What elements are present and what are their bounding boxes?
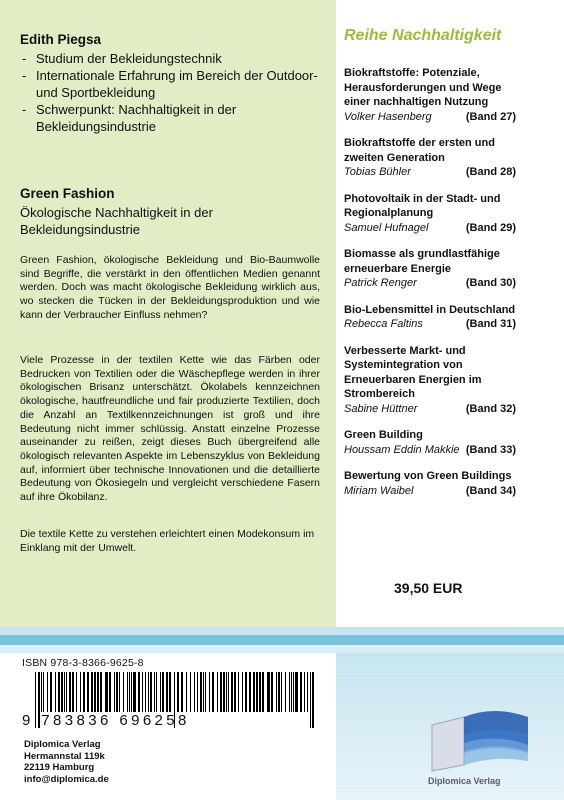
barcode-bar	[190, 672, 191, 712]
barcode-bar	[100, 672, 102, 712]
series-item-band: (Band 34)	[465, 484, 516, 497]
series-item-band: (Band 28)	[465, 166, 516, 178]
publisher-address	[24, 739, 109, 785]
publisher-line: info@diplomica.de	[24, 773, 109, 785]
series-item-author: Samuel Hufnagel	[344, 221, 429, 234]
publisher-line: Hermannstal 119k	[24, 750, 105, 762]
series-item	[344, 136, 516, 180]
series-item-title: Verbesserte Markt- und Systemintegration von Erneuerbaren Energien im Strombereich	[344, 344, 482, 400]
barcode-bar	[80, 672, 81, 712]
barcode-bar	[150, 672, 152, 712]
barcode-bar	[307, 672, 308, 712]
divider-band-blue	[0, 635, 564, 645]
series-item-author: Patrick Renger	[344, 277, 417, 289]
barcode-bar	[256, 672, 258, 712]
barcode-bar	[41, 672, 42, 712]
description-paragraph: Die textile Kette zu verstehen erleichtert einen Modekonsum im Einklang mit der Umwelt.	[20, 528, 315, 554]
barcode-bar	[43, 672, 44, 712]
series-list	[344, 66, 516, 510]
barcode-bar	[133, 672, 136, 712]
series-item-author: Volker Hasenberg	[344, 110, 432, 123]
barcode-bar	[186, 672, 187, 712]
barcode-bar	[50, 672, 52, 712]
barcode-bar	[209, 672, 210, 712]
series-item-band: (Band 32)	[465, 402, 516, 415]
series-item-band: (Band 29)	[465, 221, 516, 234]
barcode-bar	[94, 672, 96, 712]
barcode-bar	[166, 672, 168, 712]
barcode-bar	[142, 672, 143, 712]
barcode-bar	[181, 672, 183, 712]
series-item	[344, 192, 516, 236]
barcode-bar	[114, 672, 115, 712]
barcode-bar	[55, 672, 56, 712]
price-label: 39,50 EUR	[394, 580, 463, 596]
series-item-title: Photovoltaik in der Stadt- und Regionalplanung	[344, 192, 501, 219]
series-item-author: Tobias Bühler	[344, 166, 411, 178]
barcode-bar	[271, 672, 273, 712]
series-item-title: Bio-Lebensmittel in Deutschland	[344, 303, 516, 316]
barcode-bar	[231, 672, 233, 712]
barcode-bar	[154, 672, 155, 712]
barcode-bar	[76, 672, 77, 712]
divider-band-pale	[0, 645, 564, 653]
series-item-author: Sabine Hüttner	[344, 402, 418, 415]
series-item	[344, 66, 516, 124]
publisher-logo-text: Diplomica Verlag	[428, 776, 501, 786]
series-item-band: (Band 33)	[465, 443, 516, 456]
barcode-bar	[119, 672, 120, 712]
barcode-bar	[97, 672, 99, 712]
barcode-bar	[205, 672, 206, 712]
barcode-bar	[47, 672, 48, 712]
series-item-meta	[344, 443, 516, 458]
series-item-author: Miriam Waibel	[344, 484, 414, 497]
barcode-bar	[304, 672, 305, 712]
barcode-bar	[285, 672, 286, 712]
series-item-band: (Band 27)	[465, 110, 516, 123]
series-item	[344, 469, 516, 498]
barcode-bar	[194, 672, 195, 712]
barcode-bar	[123, 672, 124, 712]
barcode-bar	[66, 672, 67, 712]
barcode-bar	[291, 672, 292, 712]
barcode-bar	[131, 672, 132, 712]
barcode-bar	[127, 672, 128, 712]
barcode-bar	[226, 672, 227, 712]
barcode-bar	[220, 672, 222, 712]
publisher-logo-icon	[424, 695, 534, 785]
barcode-bar	[249, 672, 251, 712]
barcode-bar	[105, 672, 108, 712]
barcode-bar	[223, 672, 225, 712]
series-item-meta	[344, 484, 516, 499]
barcode-bar	[293, 672, 294, 712]
book-subtitle: Ökologische Nachhaltigkeit in der Bekleidungsindustrie	[20, 205, 213, 237]
barcode-bar	[197, 672, 198, 712]
barcode-bar	[116, 672, 118, 712]
barcode-bar	[203, 672, 204, 712]
series-item-title: Biokraftstoffe der ersten und zweiten Generation	[344, 137, 495, 164]
series-item-title: Green Building	[344, 429, 423, 441]
series-item-meta	[344, 221, 516, 236]
barcode-bar	[83, 672, 85, 712]
series-item	[344, 247, 516, 291]
barcode-bar	[129, 672, 130, 712]
series-item-meta	[344, 317, 516, 332]
barcode-bar	[138, 672, 140, 712]
series-item-author: Rebecca Faltins	[344, 318, 423, 330]
series-item-title: Bewertung von Green Buildings	[344, 470, 512, 482]
barcode-bar	[289, 672, 290, 712]
barcode-bar	[72, 672, 74, 712]
series-item-title: Biomasse als grundlastfähige erneuerbare Energie	[344, 248, 500, 275]
barcode-bar	[212, 672, 214, 712]
barcode-bar	[295, 672, 298, 712]
barcode-bar	[61, 672, 63, 712]
barcode-bar	[245, 672, 247, 712]
series-item-meta	[344, 110, 516, 125]
series-item-meta	[344, 276, 516, 291]
publisher-line: Diplomica Verlag	[24, 739, 101, 750]
barcode-bar	[162, 672, 164, 712]
barcode-bar	[156, 672, 157, 712]
barcode-bar	[64, 672, 65, 712]
publisher-line: 22119 Hamburg	[24, 762, 95, 773]
barcode-bar	[238, 672, 239, 712]
barcode-bar	[87, 672, 89, 712]
barcode-bar	[278, 672, 280, 712]
barcode-bar	[242, 672, 243, 712]
barcode-bar	[69, 672, 71, 712]
barcode-bar	[200, 672, 202, 712]
barcode-bar	[281, 672, 282, 712]
barcode-bar	[228, 672, 229, 712]
barcode-bar	[109, 672, 111, 712]
book-title: Green Fashion	[20, 186, 115, 201]
isbn-label: ISBN 978-3-8366-9625-8	[22, 657, 144, 669]
barcode-bar	[148, 672, 149, 712]
author-bullet-list	[20, 50, 320, 135]
barcode-bar	[259, 672, 261, 712]
series-title: Reihe Nachhaltigkeit	[344, 27, 502, 44]
series-item	[344, 428, 516, 457]
series-item-title: Biokraftstoffe: Potenziale, Herausforderungen und Wege einer nachhaltigen Nutzung	[344, 67, 502, 108]
barcode-bar	[177, 672, 179, 712]
author-name: Edith Piegsa	[20, 32, 102, 47]
barcode-bar	[234, 672, 236, 712]
barcode-bar	[276, 672, 277, 712]
barcode-bar	[262, 672, 264, 712]
series-item-band: (Band 31)	[465, 318, 516, 330]
author-bullet: - Studium der Bekleidungstechnik	[20, 50, 320, 67]
series-item	[344, 344, 516, 417]
barcode-bar	[217, 672, 218, 712]
barcode-digits: 9 783836 696258	[22, 712, 190, 729]
barcode-bar	[160, 672, 161, 712]
barcode-bar	[267, 672, 270, 712]
description-paragraph: Green Fashion, ökologische Bekleidung und Bio-Baumwolle sind Begriffe, die verstärkt in den öffentlichen Medien genannt werden. Doch was macht ökologische Bekleidung wirklich aus, wo stecken die Tücken in der Bekleidungsproduktion und wie kann der Verbraucher Einfluss nehmen?	[20, 254, 320, 321]
series-item-author: Houssam Eddin Makkie	[344, 443, 460, 456]
description-paragraph: Viele Prozesse in der textilen Kette wie das Färben oder Bedrucken von Textilien oder die Wäschepflege werden in ihrer ökologischen Brisanz unterschätzt. Ökolabels kennzeichnen ökologische, hautfreundliche und fair produzierte Textilien, doch die Anzahl an Textilkennzeichnungen ist groß und ihre Bedeutung nicht immer schlüssig. Anstatt einzelne Prozesse auseinander zu reißen, zeigt dieses Buch übergreifend alle ökologisch relevanten Aspekte im Lebenszyklus von Bekleidung auf, informiert über technische Innovationen und die detaillierte Bedeutung von Ökosiegeln und vergleicht verschiedene Fasern auf ihre Ökobilanz.	[20, 354, 320, 504]
barcode-bar	[91, 672, 93, 712]
series-item	[344, 303, 516, 332]
barcode-bar	[169, 672, 171, 712]
series-item-meta	[344, 402, 516, 417]
barcode-bar	[145, 672, 146, 712]
series-item-band: (Band 30)	[465, 277, 516, 289]
author-bullet: - Internationale Erfahrung im Bereich der Outdoor- und Sportbekleidung	[20, 67, 320, 101]
barcode-bar	[300, 672, 302, 712]
author-bullet: - Schwerpunkt: Nachhaltigkeit in der Bekleidungsindustrie	[20, 101, 320, 135]
series-item-meta	[344, 165, 516, 180]
barcode-bar	[253, 672, 255, 712]
divider-band-light	[0, 627, 564, 635]
barcode-bar	[58, 672, 60, 712]
